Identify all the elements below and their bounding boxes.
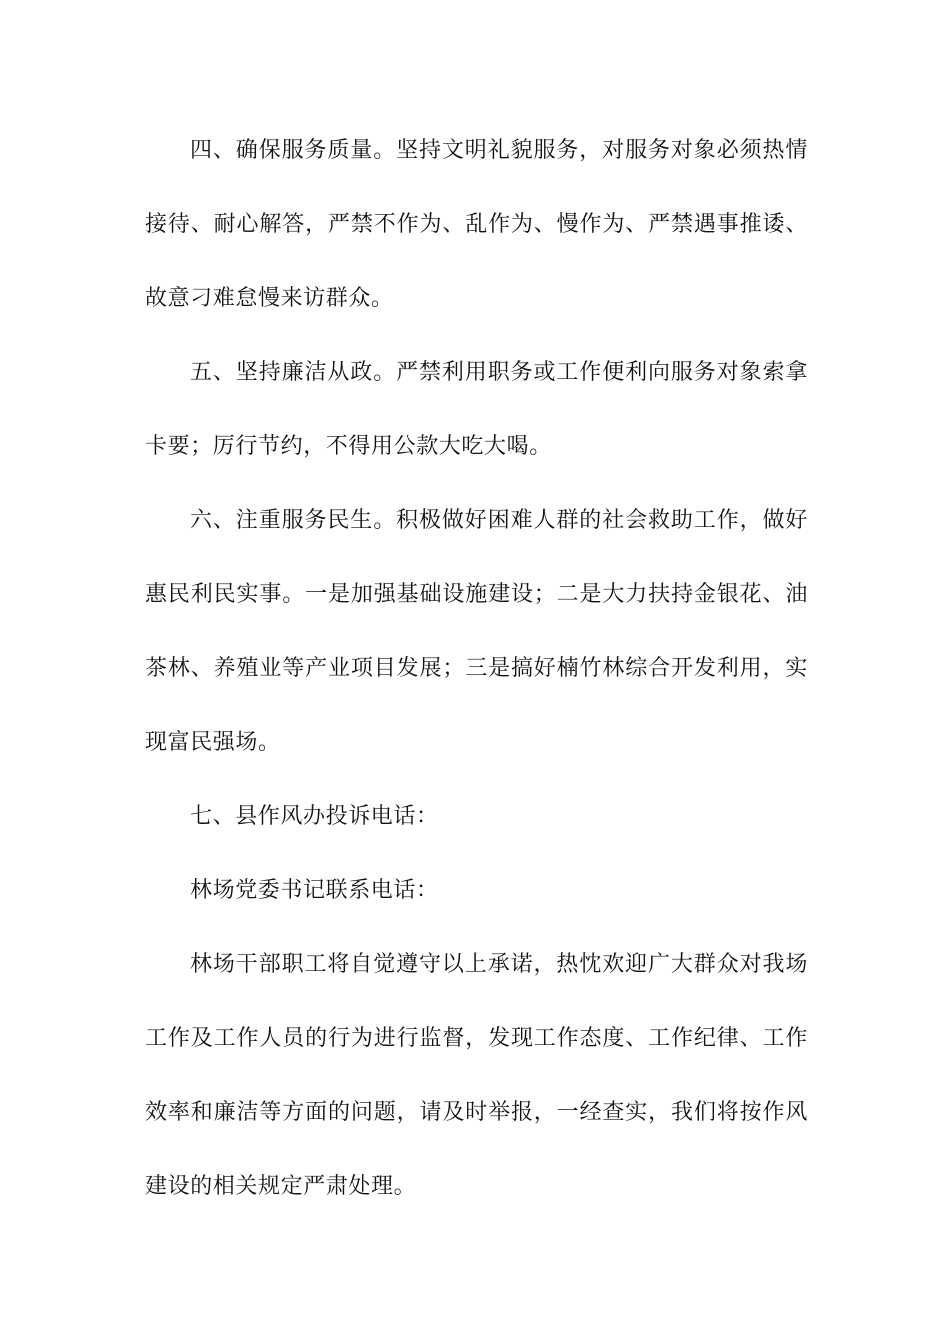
paragraph-complaint-phone: 七、县作风办投诉电话： (190, 804, 439, 829)
paragraph-secretary-phone: 林场党委书记联系电话： (190, 878, 439, 903)
paragraph-integrity: 五、坚持廉洁从政。严禁利用职务或工作便利向服务对象索拿卡要；厉行节约，不得用公款大吃大喝。 (145, 360, 808, 459)
paragraph-service-quality: 四、确保服务质量。坚持文明礼貌服务，对服务对象必须热情接待、耐心解答，严禁不作为、乱作为、慢作为、严禁遇事推诿、故意刁难怠慢来访群众。 (145, 138, 808, 311)
document-body (145, 114, 808, 1224)
paragraph-livelihood: 六、注重服务民生。积极做好困难人群的社会救助工作，做好惠民利民实事。一是加强基础设施建设；二是大力扶持金银花、油茶林、养殖业等产业项目发展；三是搞好楠竹林综合开发利用，实现富民强场。 (145, 508, 808, 755)
paragraph-supervision: 林场干部职工将自觉遵守以上承诺，热忱欢迎广大群众对我场工作及工作人员的行为进行监督，发现工作态度、工作纪律、工作效率和廉洁等方面的问题，请及时举报，一经查实，我们将按作风建设的相关规定严肃处理。 (145, 952, 808, 1199)
